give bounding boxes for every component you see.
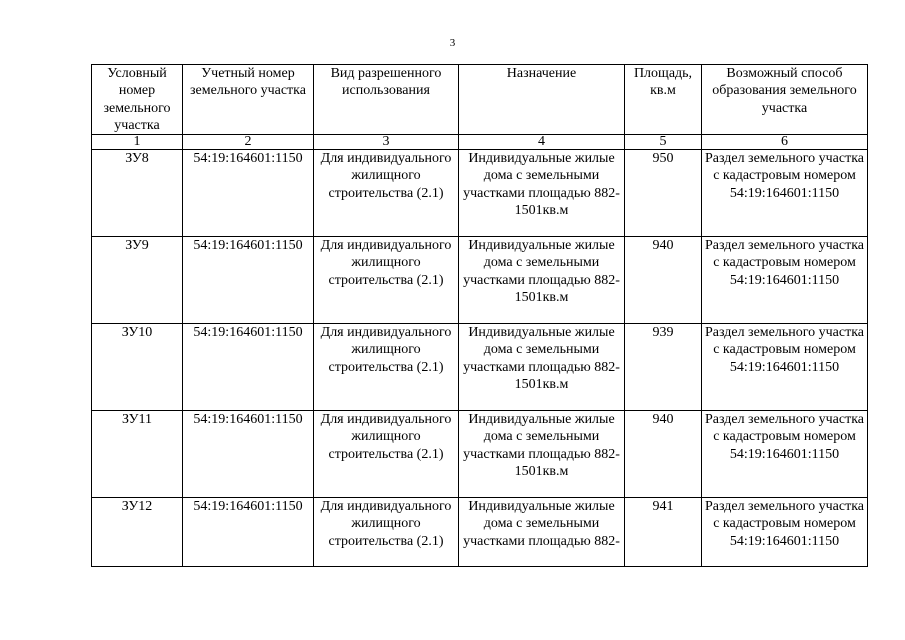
cell-area: 940 [625,237,702,324]
cell-plot-id: ЗУ11 [92,411,183,498]
cell-plot-id: ЗУ10 [92,324,183,411]
cell-cadastral-number: 54:19:164601:1150 [183,498,314,567]
cell-area: 941 [625,498,702,567]
table-header-row [92,65,868,135]
cell-permitted-use: Для индивидуального жилищного строительства (2.1) [314,150,459,237]
cell-permitted-use: Для индивидуального жилищного строительства (2.1) [314,498,459,567]
cell-formation-method: Раздел земельного участка с кадастровым номером 54:19:164601:1150 [702,237,868,324]
column-number: 1 [92,135,183,150]
header-area: Площадь, кв.м [625,65,702,135]
header-plot-id: Условный номер земельного участка [92,65,183,135]
cell-purpose: Индивидуальные жилые дома с земельными участками площадью 882-1501кв.м [459,324,625,411]
cell-area: 940 [625,411,702,498]
cell-plot-id: ЗУ8 [92,150,183,237]
table-row [92,324,868,411]
table-row [92,498,868,567]
cell-purpose: Индивидуальные жилые дома с земельными участками площадью 882-1501кв.м [459,411,625,498]
header-formation-method: Возможный способ образования земельного участка [702,65,868,135]
cell-permitted-use: Для индивидуального жилищного строительства (2.1) [314,237,459,324]
cell-formation-method: Раздел земельного участка с кадастровым номером 54:19:164601:1150 [702,324,868,411]
cell-cadastral-number: 54:19:164601:1150 [183,324,314,411]
cell-permitted-use: Для индивидуального жилищного строительства (2.1) [314,411,459,498]
cell-permitted-use: Для индивидуального жилищного строительства (2.1) [314,324,459,411]
cell-plot-id: ЗУ12 [92,498,183,567]
cell-formation-method: Раздел земельного участка с кадастровым номером 54:19:164601:1150 [702,150,868,237]
cell-area: 939 [625,324,702,411]
table-row [92,237,868,324]
cell-plot-id: ЗУ9 [92,237,183,324]
column-number-row [92,135,868,150]
header-cadastral-number: Учетный номер земельного участка [183,65,314,135]
land-plots-table [91,64,868,567]
cell-purpose: Индивидуальные жилые дома с земельными участками площадью 882- [459,498,625,567]
cell-purpose: Индивидуальные жилые дома с земельными участками площадью 882-1501кв.м [459,237,625,324]
column-number: 6 [702,135,868,150]
page-number: 3 [449,37,456,49]
cell-purpose: Индивидуальные жилые дома с земельными участками площадью 882-1501кв.м [459,150,625,237]
cell-cadastral-number: 54:19:164601:1150 [183,150,314,237]
column-number: 2 [183,135,314,150]
table-row [92,411,868,498]
table-row [92,150,868,237]
header-purpose: Назначение [459,65,625,135]
header-permitted-use: Вид разрешенного использования [314,65,459,135]
cell-cadastral-number: 54:19:164601:1150 [183,237,314,324]
cell-formation-method: Раздел земельного участка с кадастровым номером 54:19:164601:1150 [702,411,868,498]
column-number: 5 [625,135,702,150]
cell-formation-method: Раздел земельного участка с кадастровым номером 54:19:164601:1150 [702,498,868,567]
column-number: 3 [314,135,459,150]
cell-area: 950 [625,150,702,237]
cell-cadastral-number: 54:19:164601:1150 [183,411,314,498]
column-number: 4 [459,135,625,150]
